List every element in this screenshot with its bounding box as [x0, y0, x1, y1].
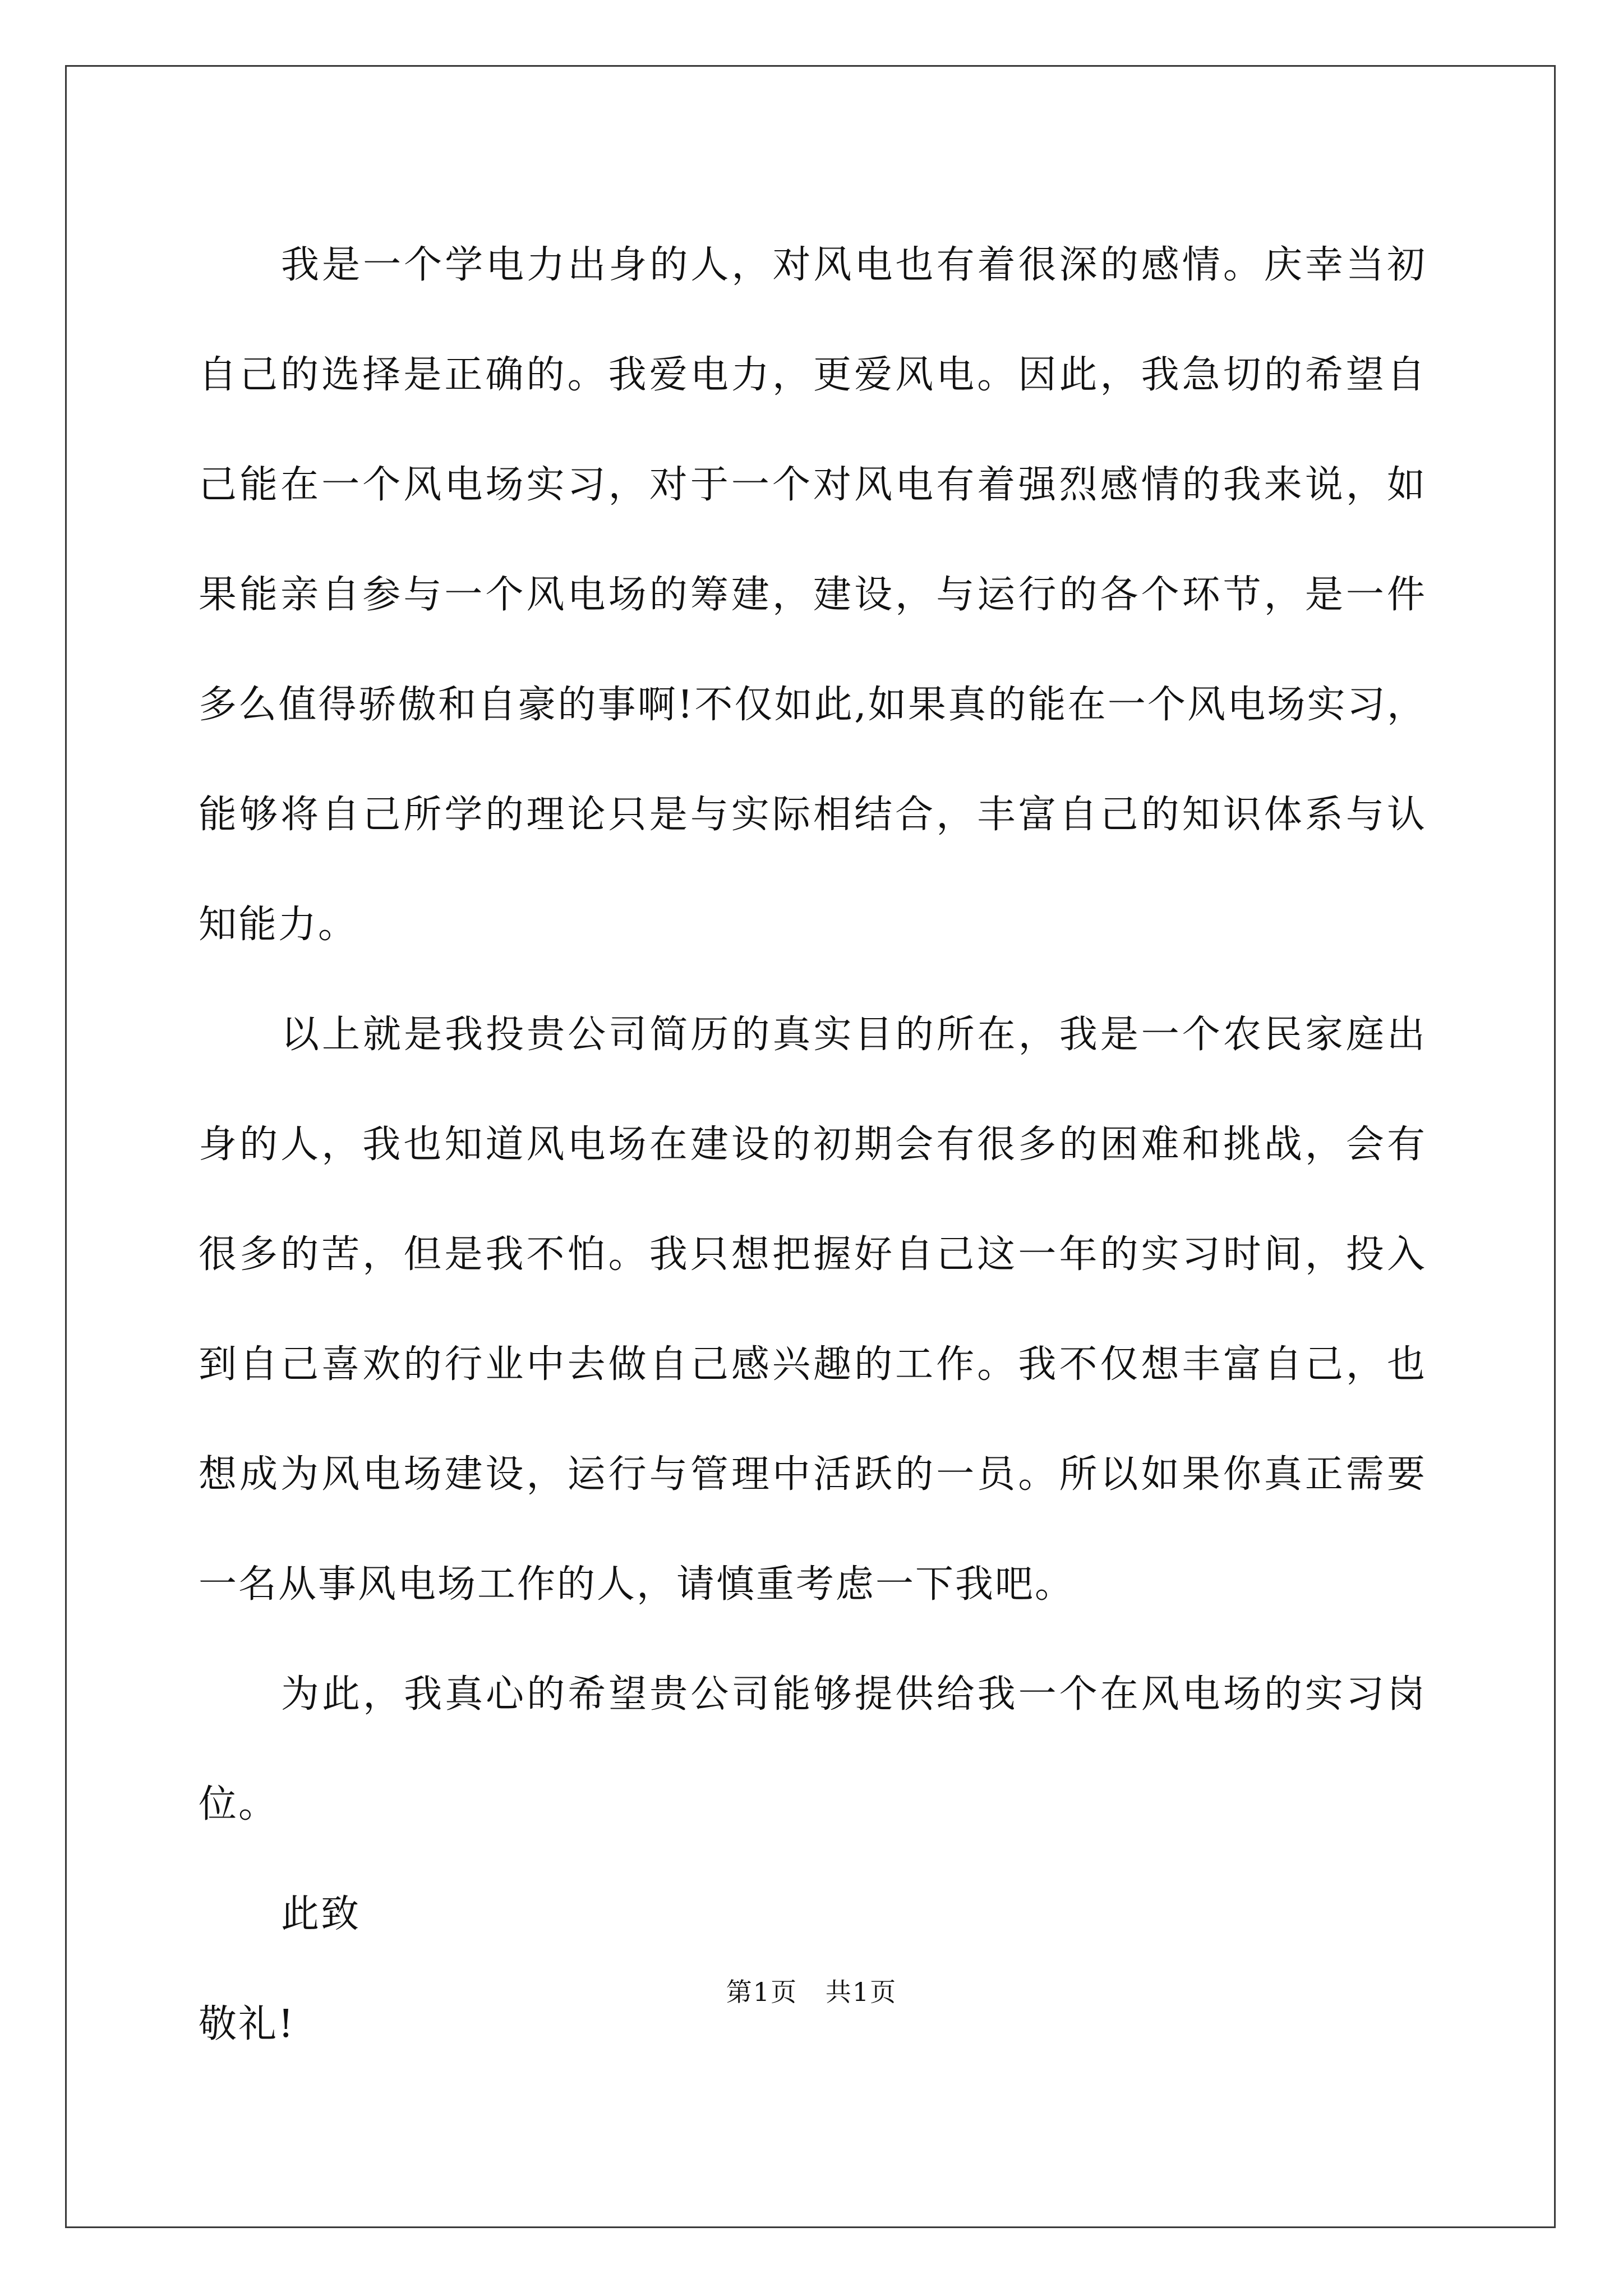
salutation: 敬礼!	[199, 2002, 296, 2046]
paragraph-3: 为此，我真心的希望贵公司能够提供给我一个在风电场的实习岗位。	[199, 1672, 1427, 1826]
closing-phrase: 此致	[281, 1892, 361, 1936]
paragraph-2: 以上就是我投贵公司简历的真实目的所在，我是一个农民家庭出身的人，我也知道风电场在建设的初期会有很多的困难和挑战，会有很多的苦，但是我不怕。我只想把握好自己这一年的实习时间，投入到自己喜欢的行业中去做自己感兴趣的工作。我不仅想丰富自己，也想成为风电场建设，运行与管理中活跃的一员。所以如果你真正需要一名从事风电场工作的人，请慎重考虑一下我吧。	[199, 1013, 1427, 1607]
letter-body	[199, 210, 1427, 2079]
paragraph-1: 我是一个学电力出身的人，对风电也有着很深的感情。庆幸当初自己的选择是正确的。我爱电力，更爱风电。因此，我急切的希望自己能在一个风电场实习，对于一个对风电有着强烈感情的我来说，如果能亲自参与一个风电场的筹建，建设，与运行的各个环节，是一件多么值得骄傲和自豪的事啊!不仅如此,如果真的能在一个风电场实习，能够将自己所学的理论只是与实际相结合，丰富自己的知识体系与认知能力。	[199, 243, 1427, 947]
page-footer: 第1页 共1页	[726, 1977, 897, 2007]
